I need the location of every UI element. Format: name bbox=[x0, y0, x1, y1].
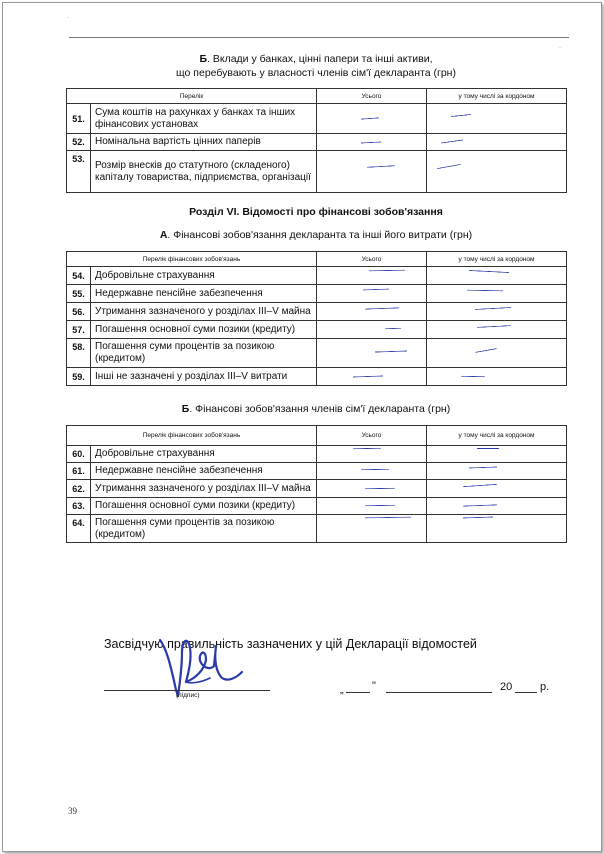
abroad-cell bbox=[427, 267, 567, 285]
row-label: Погашення суми процентів за позикою (кредитом) bbox=[91, 515, 317, 543]
liabilities-a-table bbox=[66, 251, 567, 386]
ink-dash bbox=[363, 289, 389, 291]
ink-dash bbox=[367, 165, 395, 167]
ink-dash bbox=[463, 504, 497, 506]
ink-dash bbox=[477, 325, 511, 328]
date-close-quote: " bbox=[372, 680, 376, 692]
row-label: Сума коштів на рахунках у банках та інших фінансових установах bbox=[91, 104, 317, 134]
table-row bbox=[67, 134, 567, 151]
row-number: 55. bbox=[67, 285, 91, 303]
row-number: 56. bbox=[67, 303, 91, 321]
total-cell bbox=[317, 339, 427, 368]
total-cell bbox=[317, 321, 427, 339]
table-row bbox=[67, 368, 567, 386]
ink-dash bbox=[365, 517, 411, 519]
row-label: Інші не зазначені у розділах III–V витрати bbox=[91, 368, 317, 386]
row-number: 64. bbox=[67, 515, 91, 543]
col-total-header: Усього bbox=[317, 89, 427, 104]
title-line1: . Вклади у банках, цінні папери та інші активи, bbox=[207, 53, 433, 65]
ink-dash bbox=[437, 164, 461, 169]
total-cell bbox=[317, 463, 427, 480]
table-header-row bbox=[67, 252, 567, 267]
total-cell bbox=[317, 303, 427, 321]
day-blank-line bbox=[346, 692, 370, 693]
section-vi-title: Розділ VI. Відомості про фінансові зобов'язання bbox=[189, 206, 443, 218]
table-row bbox=[67, 151, 567, 193]
total-cell bbox=[317, 515, 427, 543]
ink-dash bbox=[365, 505, 395, 507]
col-abroad-header: у тому числі за кордоном bbox=[427, 252, 567, 267]
col-total-header: Усього bbox=[317, 252, 427, 267]
ink-dash bbox=[361, 141, 381, 143]
title-rest: . Фінансові зобов'язання членів сім'ї декларанта (грн) bbox=[189, 403, 451, 415]
title-line2: що перебувають у власності членів сім'ї декларанта (грн) bbox=[176, 67, 456, 79]
ink-dash bbox=[441, 139, 463, 143]
row-number: 58. bbox=[67, 339, 91, 368]
table-row bbox=[67, 446, 567, 463]
abroad-cell bbox=[427, 151, 567, 193]
signature-line bbox=[104, 690, 270, 691]
col-list-header: Перелік фінансових зобов'язань bbox=[67, 426, 317, 446]
table-row bbox=[67, 515, 567, 543]
total-cell bbox=[317, 134, 427, 151]
row-label: Утримання зазначеного у розділах III–V майна bbox=[91, 303, 317, 321]
ink-dash bbox=[475, 307, 511, 310]
abroad-cell bbox=[427, 498, 567, 515]
col-total-header: Усього bbox=[317, 426, 427, 446]
table-row bbox=[67, 267, 567, 285]
title-letter: А bbox=[159, 229, 168, 241]
abroad-cell bbox=[427, 134, 567, 151]
total-cell bbox=[317, 285, 427, 303]
table-row bbox=[67, 498, 567, 515]
liabilities-a-title bbox=[66, 228, 566, 242]
row-number: 51. bbox=[67, 104, 91, 134]
table-row bbox=[67, 463, 567, 480]
ink-dash bbox=[463, 484, 497, 487]
table-header-row bbox=[67, 89, 567, 104]
signature-label: (підпис) bbox=[176, 692, 200, 699]
abroad-cell bbox=[427, 303, 567, 321]
table-row bbox=[67, 303, 567, 321]
page-number: 39 bbox=[68, 806, 77, 816]
row-label: Недержавне пенсійне забезпечення bbox=[91, 463, 317, 480]
table-row bbox=[67, 104, 567, 134]
ink-dash bbox=[463, 516, 493, 518]
ink-dash bbox=[385, 328, 401, 330]
table-row bbox=[67, 339, 567, 368]
total-cell bbox=[317, 151, 427, 193]
liabilities-b-title bbox=[66, 402, 566, 416]
ink-dash bbox=[469, 467, 497, 469]
abroad-cell bbox=[427, 339, 567, 368]
row-label: Розмір внесків до статутного (складеного) капіталу товариства, підприємства, організації bbox=[91, 151, 317, 193]
scan-speck: · bbox=[67, 15, 69, 21]
table-row bbox=[67, 321, 567, 339]
ink-dash bbox=[361, 469, 389, 470]
total-cell bbox=[317, 368, 427, 386]
ink-dash bbox=[361, 117, 379, 119]
row-number: 54. bbox=[67, 267, 91, 285]
month-blank-line bbox=[386, 692, 492, 693]
col-abroad-header: у тому числі за кордоном bbox=[427, 426, 567, 446]
ink-dash bbox=[467, 290, 503, 292]
abroad-cell bbox=[427, 104, 567, 134]
ink-dash bbox=[353, 375, 383, 377]
row-label: Добровільне страхування bbox=[91, 267, 317, 285]
abroad-cell bbox=[427, 463, 567, 480]
date-open-quote: „ bbox=[340, 684, 344, 696]
scan-speck: · bbox=[559, 45, 561, 51]
total-cell bbox=[317, 104, 427, 134]
assets-section-title bbox=[66, 52, 566, 80]
certification-statement: Засвідчую правильність зазначених у цій Декларації відомостей bbox=[104, 637, 477, 651]
handwritten-signature bbox=[152, 626, 248, 700]
assets-table bbox=[66, 88, 567, 193]
abroad-cell bbox=[427, 515, 567, 543]
row-label: Номінальна вартість цінних паперів bbox=[91, 134, 317, 151]
col-list-header: Перелік bbox=[67, 89, 317, 104]
ink-dash bbox=[353, 448, 381, 449]
row-label: Погашення основної суми позики (кредиту) bbox=[91, 498, 317, 515]
abroad-cell bbox=[427, 285, 567, 303]
liabilities-b-table bbox=[66, 425, 567, 543]
abroad-cell bbox=[427, 321, 567, 339]
ink-dash bbox=[469, 270, 509, 273]
row-number: 57. bbox=[67, 321, 91, 339]
row-number: 60. bbox=[67, 446, 91, 463]
col-abroad-header: у тому числі за кордоном bbox=[427, 89, 567, 104]
year-prefix: 20 bbox=[500, 681, 513, 693]
ink-dash bbox=[461, 376, 485, 377]
row-label: Погашення суми процентів за позикою (кредитом) bbox=[91, 339, 317, 368]
col-list-header: Перелік фінансових зобов'язань bbox=[67, 252, 317, 267]
row-label: Погашення основної суми позики (кредиту) bbox=[91, 321, 317, 339]
abroad-cell bbox=[427, 480, 567, 498]
abroad-cell bbox=[427, 446, 567, 463]
total-cell bbox=[317, 267, 427, 285]
abroad-cell bbox=[427, 368, 567, 386]
ink-dash bbox=[477, 448, 499, 449]
title-rest: . Фінансові зобов'язання декларанта та інші його витрати (грн) bbox=[167, 229, 473, 241]
total-cell bbox=[317, 498, 427, 515]
row-label: Недержавне пенсійне забезпечення bbox=[91, 285, 317, 303]
year-suffix: р. bbox=[540, 681, 550, 693]
ink-dash bbox=[451, 114, 471, 117]
top-rule bbox=[69, 37, 569, 38]
table-row bbox=[67, 285, 567, 303]
total-cell bbox=[317, 446, 427, 463]
row-number: 52. bbox=[67, 134, 91, 151]
row-label: Добровільне страхування bbox=[91, 446, 317, 463]
row-number: 53. bbox=[67, 151, 91, 193]
total-cell bbox=[317, 480, 427, 498]
row-number: 62. bbox=[67, 480, 91, 498]
ink-dash bbox=[369, 270, 405, 272]
ink-dash bbox=[365, 488, 395, 490]
row-number: 59. bbox=[67, 368, 91, 386]
title-letter: Б bbox=[199, 53, 208, 65]
title-letter: Б bbox=[181, 403, 190, 415]
row-number: 63. bbox=[67, 498, 91, 515]
row-number: 61. bbox=[67, 463, 91, 480]
table-row bbox=[67, 480, 567, 498]
row-label: Утримання зазначеного у розділах III–V майна bbox=[91, 480, 317, 498]
table-header-row bbox=[67, 426, 567, 446]
year-blank-line bbox=[515, 692, 537, 693]
ink-dash bbox=[475, 348, 497, 353]
ink-dash bbox=[375, 350, 407, 352]
ink-dash bbox=[365, 307, 399, 309]
